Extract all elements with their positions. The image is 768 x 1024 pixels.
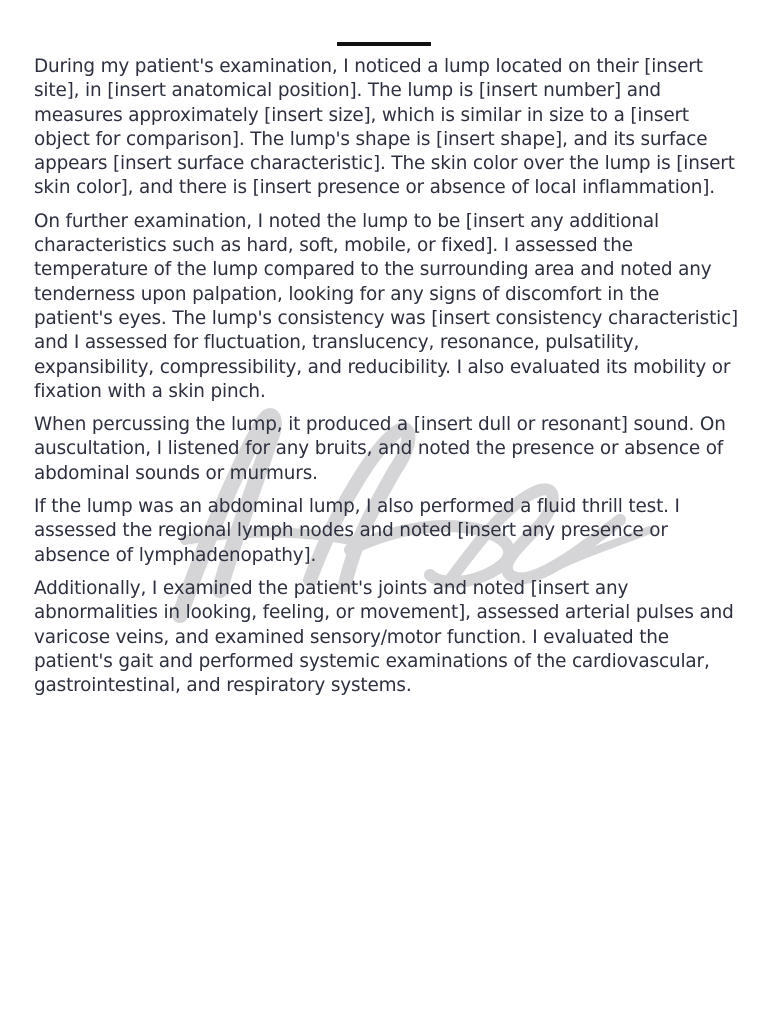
paragraph-further-examination: On further examination, I noted the lump to be [insert any additional characteristics such as hard, soft, mobile, or fixed]. I assessed the temperature of the lump compared to the surrounding area and noted any tenderness upon palpation, looking for any signs of discomfort in the patient's eyes. The lump's consistency was [insert consistency characteristic] and I assessed for fluctuation, translucency, resonance, pulsatility, expansibility, compressibility, and reducibility. I also evaluated its mobility or fixation with a skin pinch.: [34, 210, 739, 402]
paragraph-abdominal-lymph: If the lump was an abdominal lump, I also performed a fluid thrill test. I assessed the regional lymph nodes and noted [insert any presence or absence of lymphadenopathy].: [34, 496, 680, 566]
document-body: [34, 55, 739, 707]
paragraph-percussion-auscultation: When percussing the lump, it produced a [insert dull or resonant] sound. On auscultation, I listened for any bruits, and noted the presence or absence of abdominal sounds or murmurs.: [34, 414, 726, 484]
header-rule: [337, 42, 431, 46]
paragraph-lump-description: During my patient's examination, I noticed a lump located on their [insert site], in [insert anatomical position]. The lump is [insert number] and measures approximately [insert size], which is similar in size to a [insert object for comparison]. The lump's shape is [insert shape], and its surface appears [insert surface characteristic]. The skin color over the lump is [insert skin color], and there is [insert presence or absence of local inflammation].: [34, 56, 735, 199]
paragraph-additional-exams: Additionally, I examined the patient's joints and noted [insert any abnormalities in looking, feeling, or movement], assessed arterial pulses and varicose veins, and examined sensory/motor function. I evaluated the patient's gait and performed systemic examinations of the cardiovascular, gastrointestinal, and respiratory systems.: [34, 577, 734, 697]
